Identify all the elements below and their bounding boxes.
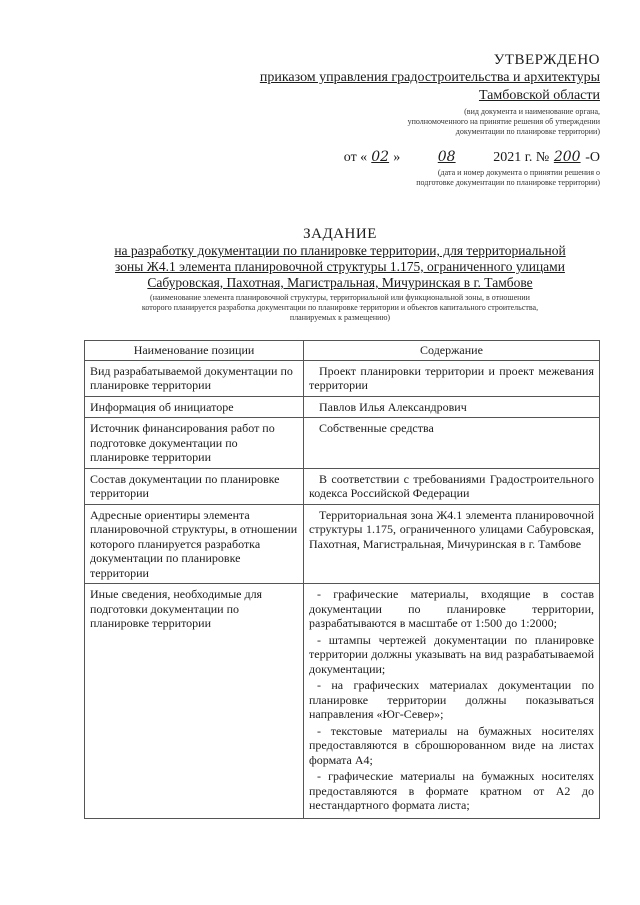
list-item: - текстовые материалы на бумажных носителях предоставляются в сброшюрованном виде на листах формата А4; — [309, 723, 594, 767]
row-value: Павлов Илья Александрович — [304, 396, 600, 418]
approval-date-line: от « 02 » 08 2021 г. № 200 -О — [343, 149, 600, 165]
task-subtitle-line3: Сабуровская, Пахотная, Магистральная, Мичуринская в г. Тамбове — [147, 275, 533, 290]
table-row — [85, 584, 600, 819]
table-row — [85, 396, 600, 418]
row-value-list — [304, 584, 600, 819]
list-item: - на графических материалах документации по планировке территории должны показываться направления «Юг-Север»; — [309, 678, 594, 721]
row-name: Вид разрабатываемой документации по планировке территории — [85, 360, 304, 396]
table-row — [85, 418, 600, 469]
approval-number: 200 — [553, 149, 581, 165]
table-row — [85, 468, 600, 504]
row-name: Иные сведения, необходимые для подготовки документации по планировке территории — [85, 584, 304, 819]
approval-month: 08 — [437, 149, 456, 165]
task-subtitle-line1: на разработку документации по планировке территории, для территориальной — [114, 243, 566, 258]
task-note: (наименование элемента планировочной структуры, территориальной или функциональной зоны, в отношении которого планируется разработка документации по планировке территории и объектов капитального строительства, планируемых к размещению) — [141, 293, 539, 322]
row-value: Территориальная зона Ж4.1 элемента планировочной структуры 1.175, ограниченного улицами Сабуровская, Пахотная, Магистральная, Мичуринская в г. Тамбове — [304, 504, 600, 584]
list-item: - графические материалы на бумажных носителях предоставляются в формате кратном от А2 до нестандартного формата листа; — [309, 769, 594, 812]
task-table — [84, 340, 600, 819]
row-name: Информация об инициаторе — [85, 396, 304, 418]
row-value: В соответствии с требованиями Градостроительного кодекса Российской Федерации — [304, 468, 600, 504]
approval-title: УТВЕРЖДЕНО — [493, 52, 600, 68]
list-item: - штампы чертежей документации по планировке территории должны указывать на вид разрабатываемой документации; — [309, 632, 594, 676]
row-name: Состав документации по планировке территории — [85, 468, 304, 504]
row-name: Адресные ориентиры элемента планировочной структуры, в отношении которого планируется разработка документации по планировке территории — [85, 504, 304, 584]
approval-authority-line1: приказом управления градостроительства и архитектуры — [259, 70, 600, 85]
task-title-block — [72, 226, 608, 323]
table-row — [85, 504, 600, 584]
task-subtitle-line2: зоны Ж4.1 элемента планировочной структуры 1.175, ограниченного улицами — [115, 259, 565, 274]
list-item: - графические материалы, входящие в состав документации по планировке территории, разрабатываются в масштабе от 1:500 до 1:2000; — [309, 587, 594, 630]
table-header-row — [85, 341, 600, 361]
task-title: ЗАДАНИЕ — [303, 226, 377, 242]
table-row — [85, 360, 600, 396]
approval-day: 02 — [371, 149, 390, 165]
approval-note: (вид документа и наименование органа, уполномоченного на принятие решения об утверждении документации по планировке территории) — [407, 107, 600, 136]
column-header-content: Содержание — [304, 341, 600, 361]
row-name: Источник финансирования работ по подготовке документации по планировке территории — [85, 418, 304, 469]
row-value: Проект планировки территории и проект межевания территории — [304, 360, 600, 396]
approval-date-note: (дата и номер документа о принятии решения о подготовке документации по планировке территории) — [416, 168, 600, 187]
approval-authority-line2: Тамбовской области — [478, 88, 600, 103]
column-header-position: Наименование позиции — [85, 341, 304, 361]
approval-block — [220, 52, 600, 188]
row-value: Собственные средства — [304, 418, 600, 469]
